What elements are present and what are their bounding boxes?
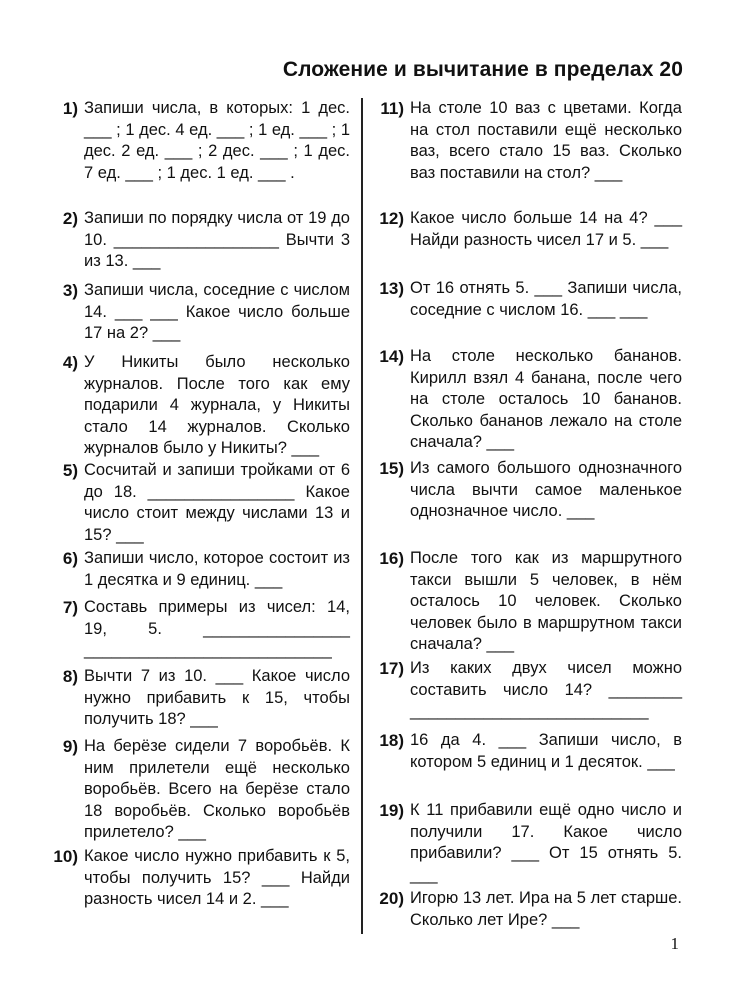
task-number: 7) bbox=[62, 598, 78, 617]
task-text: Запиши числа, в которых: 1 дес. ___ ; 1 дес. 4 ед. ___ ; 1 ед. ___ ; 1 дес. 2 ед. ___ ; 2 дес. ___ ; 1 дес. 7 ед. ___ ; 1 дес. 1 ед. ___ . bbox=[84, 99, 350, 182]
task-number: 15) bbox=[379, 459, 404, 478]
task-number: 20) bbox=[379, 889, 404, 908]
task-text: Вычти 7 из 10. ___ Какое число нужно прибавить к 15, чтобы получить 18? ___ bbox=[84, 667, 350, 728]
page-number: 1 bbox=[670, 934, 679, 953]
task-text: Сосчитай и запиши тройками от 6 до 18. ________________ Какое число стоит между числами 13 и 15? ___ bbox=[84, 461, 350, 544]
task-text: Какое число больше 14 на 4? ___ Найди разность чисел 17 и 5. ___ bbox=[410, 209, 682, 249]
task-number: 18) bbox=[379, 731, 404, 750]
task-text: На столе несколько бананов. Кирилл взял 4 банана, после чего на столе осталось 10 бананов. Сколько бананов лежало на столе сначала? ___ bbox=[410, 347, 682, 451]
task-text: От 16 отнять 5. ___ Запиши числа, соседние с числом 16. ___ ___ bbox=[410, 279, 682, 319]
task-number: 13) bbox=[379, 279, 404, 298]
task-text: Из самого большого однозначного числа вычти самое маленькое однозначное число. ___ bbox=[410, 459, 682, 520]
task-text: К 11 прибавили ещё одно число и получили 17. Какое число прибавили? ___ От 15 отнять 5. ___ bbox=[410, 801, 682, 884]
task-text: На столе 10 ваз с цветами. Когда на стол поставили ещё несколько ваз, всего стало 15 ваз. Сколько ваз поставили на стол? ___ bbox=[410, 99, 682, 182]
task-number: 19) bbox=[379, 801, 404, 820]
task-text: 16 да 4. ___ Запиши число, в котором 5 единиц и 1 десяток. ___ bbox=[410, 731, 682, 771]
task-number: 6) bbox=[62, 549, 78, 568]
task-text: Какое число нужно прибавить к 5, чтобы получить 15? ___ Найди разность чисел 14 и 2. ___ bbox=[84, 847, 350, 908]
task-number: 10) bbox=[53, 847, 78, 866]
task-number: 14) bbox=[379, 347, 404, 366]
task-text: Запиши число, которое состоит из 1 десятка и 9 единиц. ___ bbox=[84, 549, 350, 589]
task-number: 16) bbox=[379, 549, 404, 568]
task-number: 5) bbox=[62, 461, 78, 480]
task-number: 8) bbox=[62, 667, 78, 686]
task-text: Составь примеры из чисел: 14, 19, 5. ________________ ___________________________ bbox=[84, 598, 350, 659]
task-text: После того как из маршрутного такси вышли 5 человек, в нём осталось 10 человек. Сколько человек было в маршрутном такси сначала? ___ bbox=[410, 549, 682, 653]
page-title: Сложение и вычитание в пределах 20 bbox=[282, 58, 683, 81]
task-text: Из каких двух чисел можно составить число 14? ________ __________________________ bbox=[410, 659, 682, 720]
task-text: Запиши по порядку числа от 19 до 10. __________________ Вычти 3 из 13. ___ bbox=[84, 209, 350, 270]
task-number: 17) bbox=[379, 659, 404, 678]
task-number: 9) bbox=[62, 737, 78, 756]
task-number: 2) bbox=[62, 209, 78, 228]
column-divider bbox=[361, 98, 363, 934]
task-number: 12) bbox=[379, 209, 404, 228]
task-text: На берёзе сидели 7 воробьёв. К ним прилетели ещё несколько воробьёв. Всего на берёзе стало 18 воробьёв. Сколько воробьёв прилетело? ___ bbox=[84, 737, 350, 841]
task-number: 3) bbox=[62, 281, 78, 300]
task-number: 4) bbox=[62, 353, 78, 372]
task-number: 1) bbox=[62, 99, 78, 118]
task-text: У Никиты было несколько журналов. После того как ему подарили 4 журнала, у Никиты стало 14 журналов. Сколько журналов было у Никиты? ___ bbox=[84, 353, 350, 457]
task-text: Запиши числа, соседние с числом 14. ___ ___ Какое число больше 17 на 2? ___ bbox=[84, 281, 350, 342]
task-text: Игорю 13 лет. Ира на 5 лет старше. Сколько лет Ире? ___ bbox=[410, 889, 682, 929]
task-number: 11) bbox=[380, 99, 404, 118]
